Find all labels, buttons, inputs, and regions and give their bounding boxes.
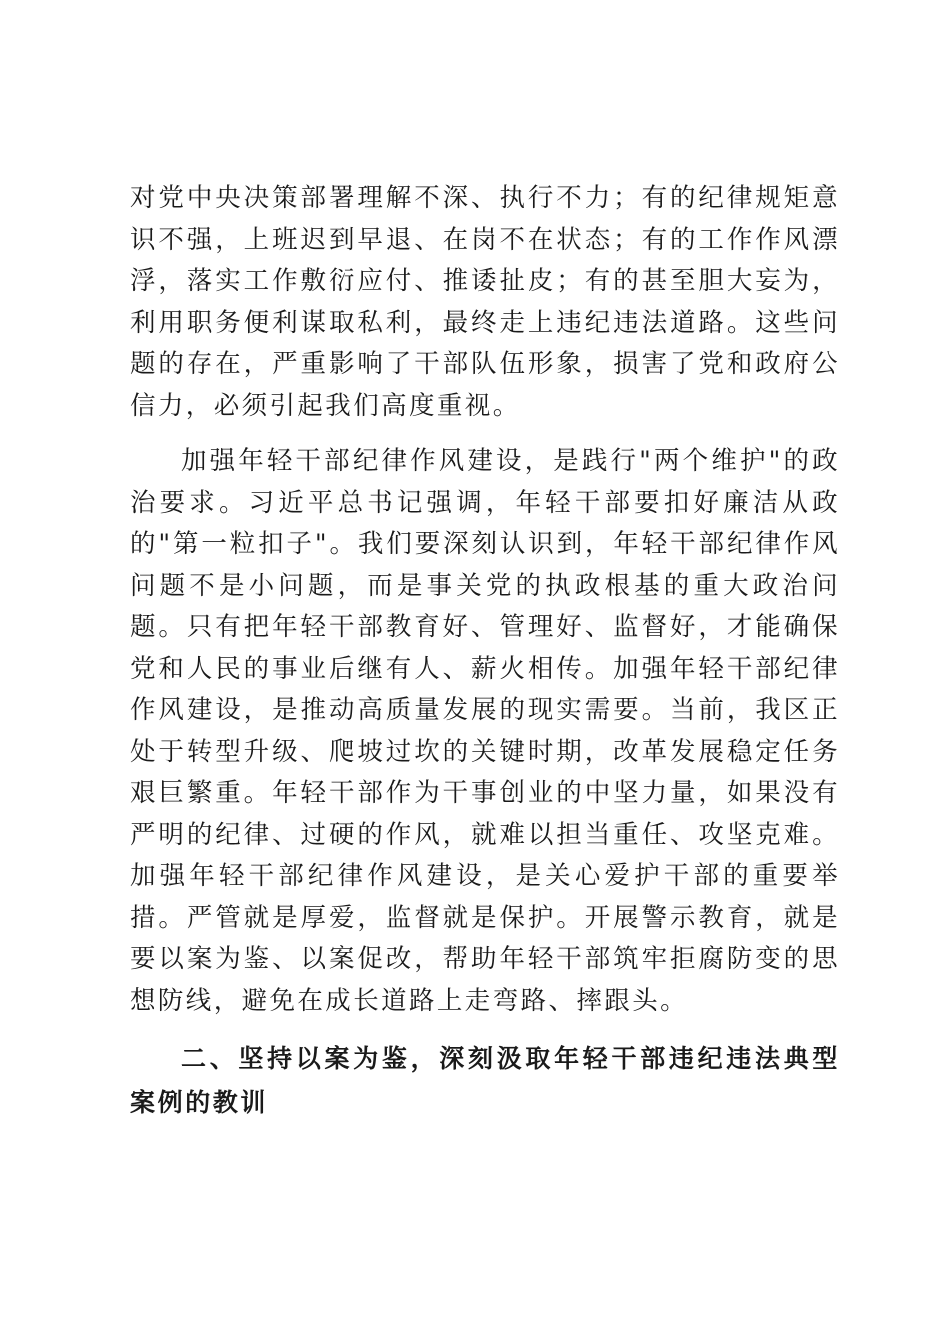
document-page bbox=[130, 178, 840, 1125]
paragraph-continued: 对党中央决策部署理解不深、执行不力；有的纪律规矩意识不强，上班迟到早退、在岗不在状态；有的工作作风漂浮，落实工作敷衍应付、推诿扯皮；有的甚至胆大妄为，利用职务便利谋取私利，最终走上违纪违法道路。这些问题的存在，严重影响了干部队伍形象，损害了党和政府公信力，必须引起我们高度重视。 bbox=[130, 183, 840, 421]
section-heading-2: 二、坚持以案为鉴，深刻汲取年轻干部违纪违法典型案例的教训 bbox=[130, 1044, 840, 1117]
paragraph-discipline-building: 加强年轻干部纪律作风建设，是践行"两个维护"的政治要求。习近平总书记强调，年轻干部要扣好廉洁从政的"第一粒扣子"。我们要深刻认识到，年轻干部纪律作风问题不是小问题，而是事关党的执政根基的重大政治问题。只有把年轻干部教育好、管理好、监督好，才能确保党和人民的事业后继有人、薪火相传。加强年轻干部纪律作风建设，是推动高质量发展的现实需要。当前，我区正处于转型升级、爬坡过坎的关键时期，改革发展稳定任务艰巨繁重。年轻干部作为干事创业的中坚力量，如果没有严明的纪律、过硬的作风，就难以担当重任、攻坚克难。加强年轻干部纪律作风建设，是关心爱护干部的重要举措。严管就是厚爱，监督就是保护。开展警示教育，就是要以案为鉴、以案促改，帮助年轻干部筑牢拒腐防变的思想防线，避免在成长道路上走弯路、摔跟头。 bbox=[130, 446, 840, 1016]
